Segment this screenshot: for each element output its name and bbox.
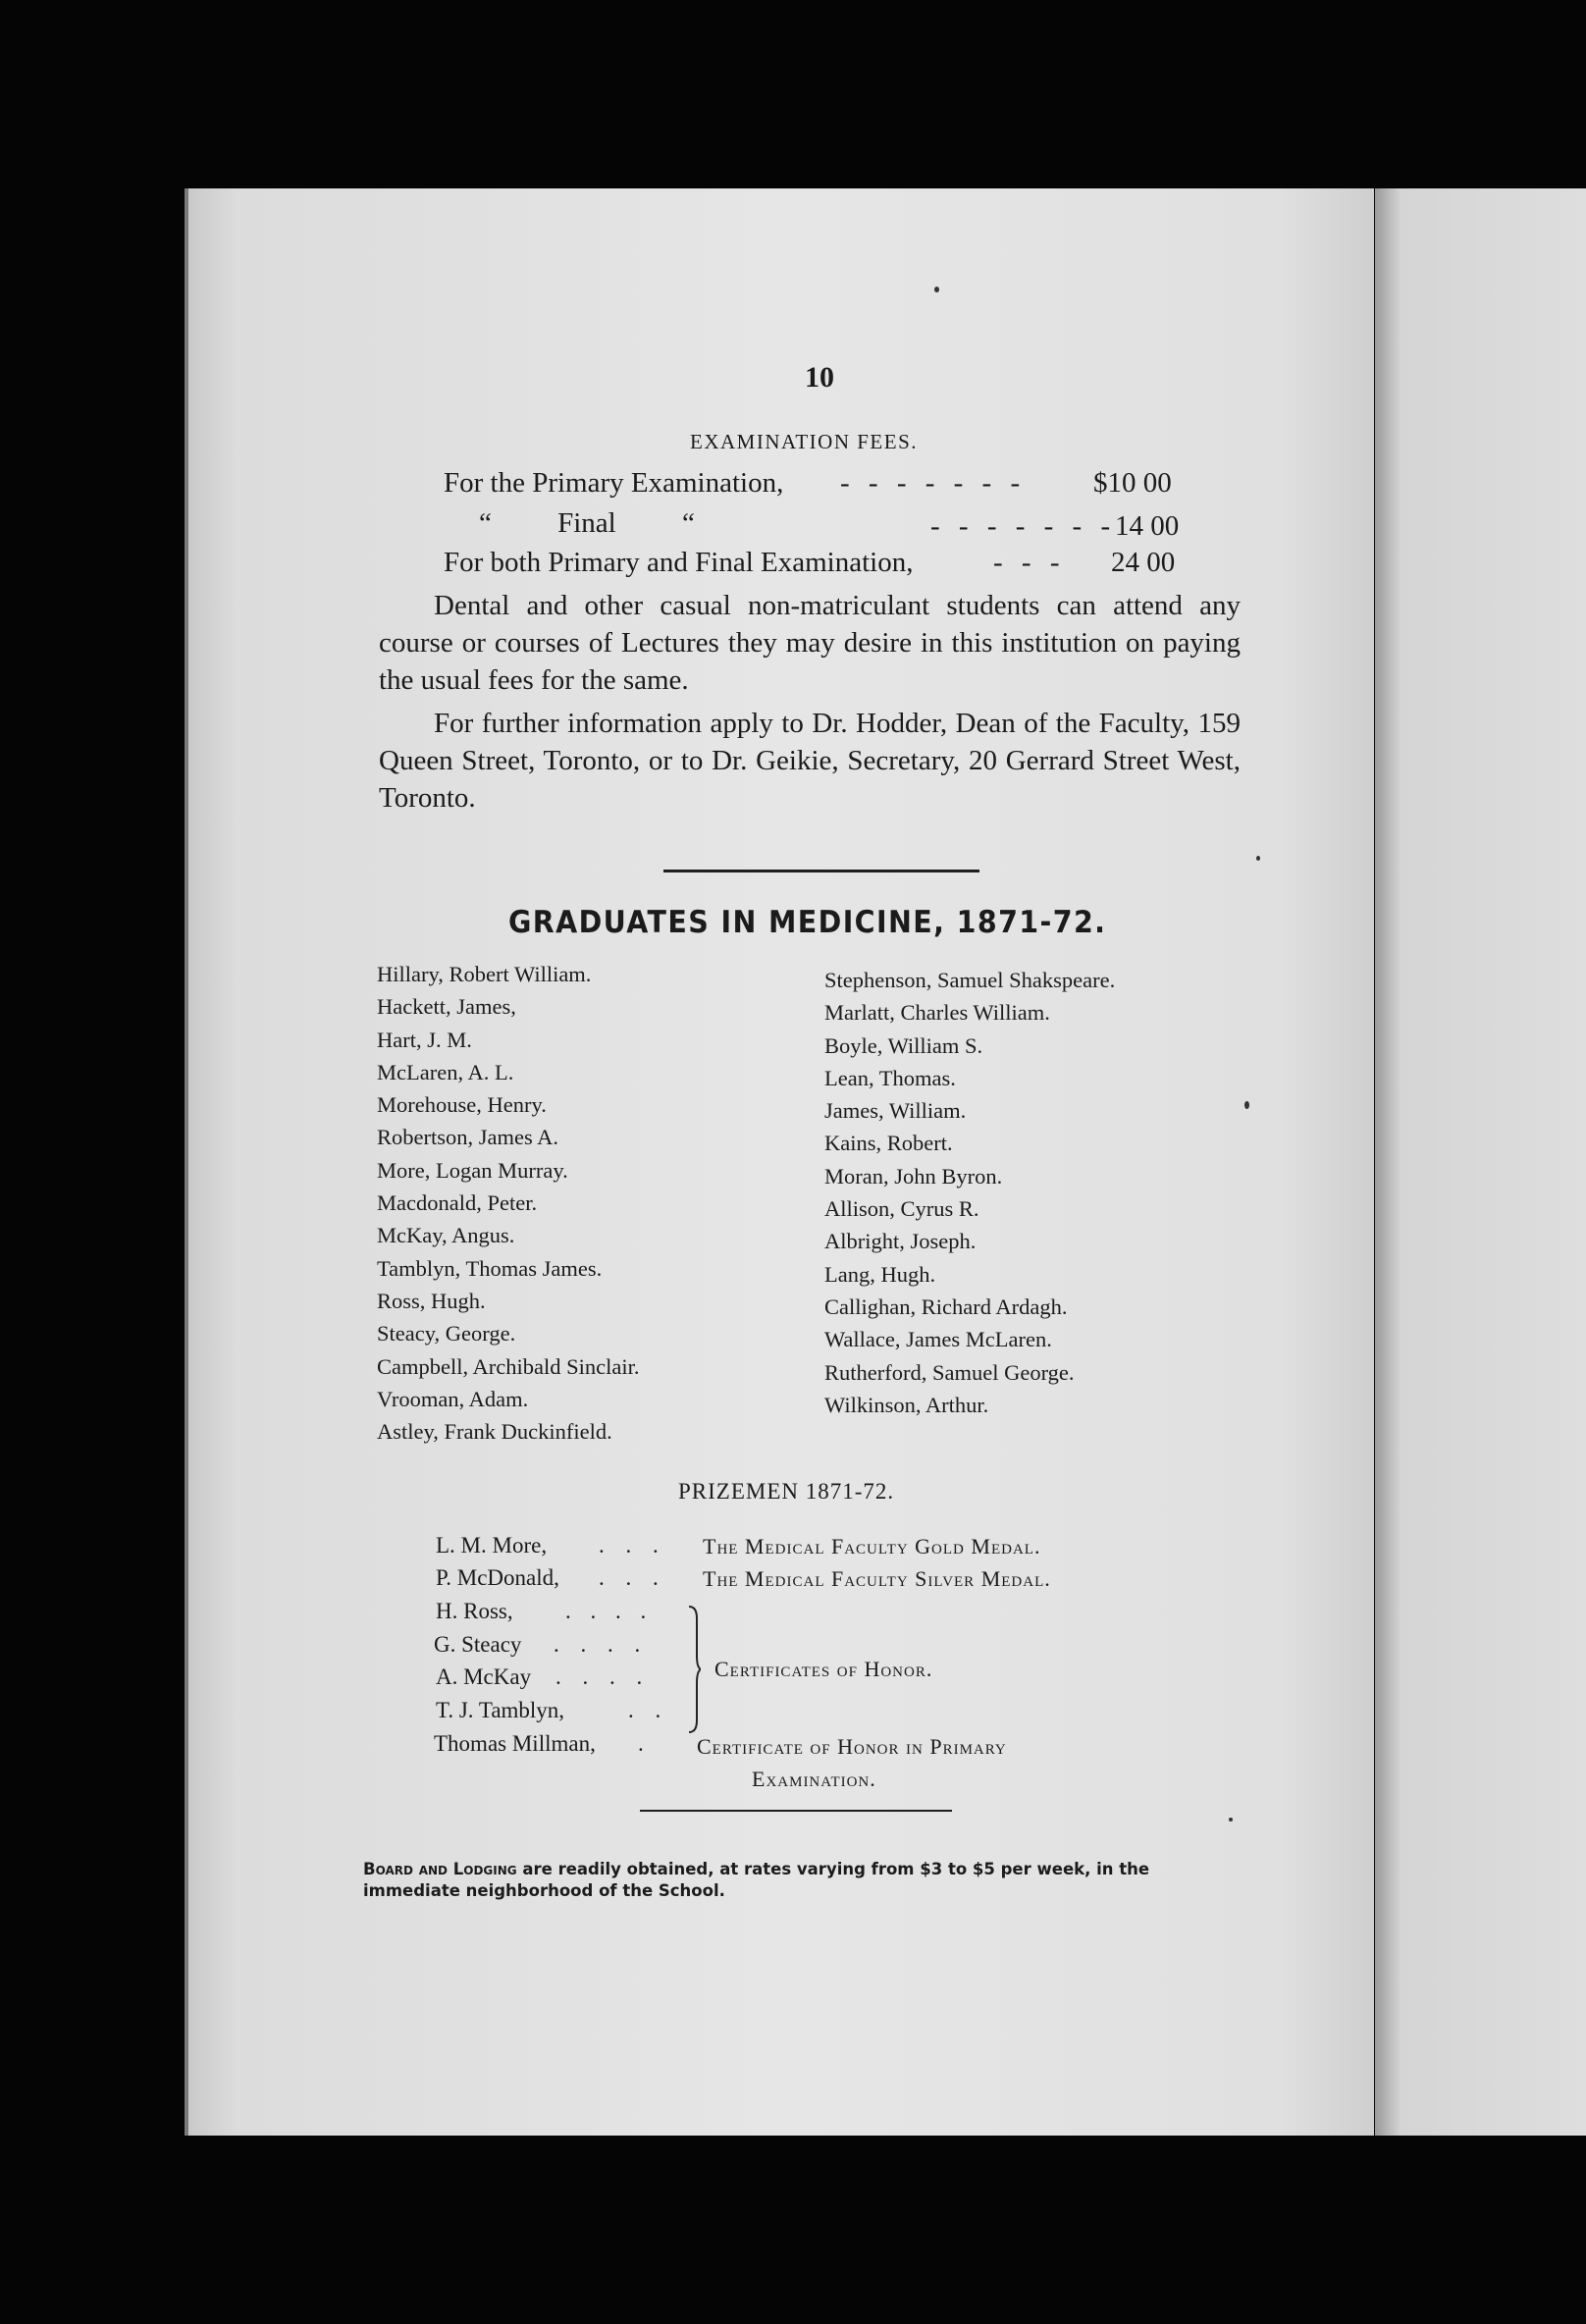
award-text: The Medical Faculty Silver Medal. <box>703 1566 1051 1591</box>
graduate-name: More, Logan Murray. <box>377 1157 568 1183</box>
fee-amount: $10 00 <box>1093 467 1172 499</box>
leader-dots: . . . <box>599 1533 666 1558</box>
fee-label: For the Primary Examination, <box>444 467 784 499</box>
fee-label: “ Final “ <box>479 507 695 539</box>
leader-dots: . . . . <box>555 1664 651 1689</box>
leader-dots: . . . . <box>565 1599 654 1623</box>
graduate-name: Marlatt, Charles William. <box>824 1000 1050 1026</box>
graduate-name: Hart, J. M. <box>377 1027 472 1052</box>
paragraph-text: Dental and other casual non-matriculant students can attend any course or courses of Lectures they may desire in this institution on paying the usual fees for the same. <box>379 590 1241 696</box>
fee-dots: - - - - - - - <box>930 510 1117 542</box>
fee-dots: - - - - - - - <box>840 467 1027 499</box>
graduate-name: Moran, John Byron. <box>824 1163 1003 1188</box>
graduate-name: Astley, Frank Duckinfield. <box>377 1419 612 1445</box>
graduate-name: Campbell, Archibald Sinclair. <box>377 1353 640 1379</box>
scan-speck <box>1229 1818 1233 1822</box>
page-number: 10 <box>805 361 834 394</box>
bracket-award-text: Certificates of Honor. <box>714 1657 933 1681</box>
adjacent-page-edge <box>1370 188 1586 2136</box>
prizeman-name: T. J. Tamblyn, <box>436 1698 565 1722</box>
graduates-title: GRADUATES IN MEDICINE, 1871-72. <box>508 905 1107 940</box>
prizeman-name: H. Ross, <box>436 1599 513 1623</box>
prizeman-name: L. M. More, <box>436 1533 548 1558</box>
curly-brace-icon <box>687 1605 701 1734</box>
graduate-name: James, William. <box>824 1098 967 1124</box>
prizeman-name: P. McDonald, <box>436 1565 559 1590</box>
graduate-name: Lang, Hugh. <box>824 1261 936 1287</box>
footer-note-text: are readily obtained, at rates varying from $3 to $5 per week, in the immediate neighborhood of the School. <box>363 1860 1150 1900</box>
award-text: Certificate of Honor in Primary <box>697 1734 1007 1759</box>
graduate-name: Vrooman, Adam. <box>377 1386 529 1411</box>
graduate-name: Rutherford, Samuel George. <box>824 1359 1075 1385</box>
leader-dots: . . . . <box>554 1632 649 1657</box>
graduate-name: Stephenson, Samuel Shakspeare. <box>824 968 1116 992</box>
fee-dots: - - - <box>993 547 1066 578</box>
graduate-name: Wilkinson, Arthur. <box>824 1392 989 1417</box>
graduates-right-column <box>824 964 1115 1421</box>
scan-speck <box>1244 1101 1249 1109</box>
graduate-name: Kains, Robert. <box>824 1131 953 1156</box>
prizeman-name: Thomas Millman, <box>434 1731 596 1756</box>
section-divider <box>640 1810 952 1812</box>
graduate-name: Callighan, Richard Ardagh. <box>824 1294 1068 1319</box>
graduate-name: Lean, Thomas. <box>824 1065 956 1090</box>
leader-dots: . . . <box>599 1565 666 1590</box>
graduate-name: Ross, Hugh. <box>377 1288 486 1313</box>
fee-amount: 24 00 <box>1111 547 1176 578</box>
graduate-name: Boyle, William S. <box>824 1032 983 1058</box>
award-text-continued: Examination. <box>752 1767 876 1791</box>
graduate-name: Robertson, James A. <box>377 1125 558 1150</box>
leader-dots: . <box>638 1731 644 1756</box>
scan-speck <box>1256 856 1260 861</box>
graduate-name: Steacy, George. <box>377 1321 516 1347</box>
prizeman-name: G. Steacy <box>434 1632 522 1657</box>
fee-amount: 14 00 <box>1115 510 1180 542</box>
paragraph <box>379 587 1241 699</box>
footer-note <box>363 1859 1231 1902</box>
graduate-name: Albright, Joseph. <box>824 1229 977 1254</box>
award-text: The Medical Faculty Gold Medal. <box>703 1534 1041 1558</box>
prizemen-heading: PRIZEMEN 1871-72. <box>678 1479 895 1504</box>
section-divider <box>663 870 979 872</box>
graduate-name: Hillary, Robert William. <box>377 962 592 986</box>
document-page <box>185 188 1374 2136</box>
exam-fees-heading: EXAMINATION FEES. <box>690 430 918 453</box>
fee-label: For both Primary and Final Examination, <box>444 547 914 578</box>
scan-speck <box>934 287 939 292</box>
graduate-name: Macdonald, Peter. <box>377 1190 538 1216</box>
graduate-name: McLaren, A. L. <box>377 1059 514 1084</box>
graduates-left-column <box>377 958 639 1448</box>
graduate-name: McKay, Angus. <box>377 1223 515 1248</box>
leader-dots: . . <box>628 1698 669 1722</box>
footer-note-lead: Board and Lodging <box>363 1860 517 1878</box>
graduate-name: Allison, Cyrus R. <box>824 1196 979 1222</box>
graduate-name: Hackett, James, <box>377 994 516 1020</box>
paragraph-text: For further information apply to Dr. Hodder, Dean of the Faculty, 159 Queen Street, Toronto, or to Dr. Geikie, Secretary, 20 Gerrard Street West, Toronto. <box>379 708 1241 814</box>
graduate-name: Morehouse, Henry. <box>377 1092 547 1118</box>
graduate-name: Wallace, James McLaren. <box>824 1327 1052 1352</box>
prizeman-name: A. McKay <box>436 1664 532 1689</box>
graduate-name: Tamblyn, Thomas James. <box>377 1255 603 1281</box>
paragraph <box>379 705 1241 817</box>
